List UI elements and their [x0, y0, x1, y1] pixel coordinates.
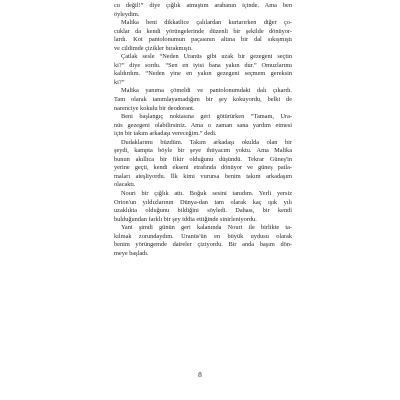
text-line: narenciye kokulu bir deodorant. [114, 104, 195, 112]
text-line: olacaktı. [114, 181, 136, 189]
text-line: bulduğundan farklı bir şey iddia ettiğinde sinirleniyordu. [114, 215, 257, 223]
text-line: Malika beni dikkatlice çalılardan kurtarırken diğer ço- [121, 19, 292, 27]
text-line: bunun akıllıca bir fikir olduğunu düşündü. Tekrar Güneş'in [114, 155, 292, 163]
text-line: benim yörüngemde daireler çiziyordu. Bir anda başım dön- [114, 241, 292, 249]
text-line: için bir takım arkadaşı vereceğim.” dedi. [114, 130, 217, 138]
text-line: yerine geçti, kendi ekseni etrafında dönüyor ve güneş patla- [114, 164, 292, 172]
page-number: 8 [198, 370, 202, 379]
text-line: Dudaklarımı büzdüm. Takım arkadaşı okulda olan bir [121, 138, 292, 146]
text-line: Beni başlangıç noktasına geri götürürken “Tamam, Ura- [121, 113, 292, 121]
text-line: cuklar da kendi yörüngelerinde düzenli bir şekilde dönüyor- [114, 27, 292, 35]
text-line: Nouri bir çığlık attı. Boğuk sesini tanıdım. Yerli yersiz [121, 190, 292, 198]
text-line: Tam olarak tanımlayamadığım bir şey kokuyordu, belki de [114, 96, 292, 104]
text-line: şeydi, kampta böyle bir şeye ihtiyacım yoktu. Ama Malika [114, 147, 292, 155]
text-line: ki?” [114, 78, 125, 86]
text-line: Malika yanıma çömeldi ve pantolonumdaki dalı çıkardı. [121, 87, 292, 95]
text-line: kılmak zorundaydım. Uranüs'ün en büyük uydusu olarak [114, 232, 292, 240]
text-line: uzaklıkta olduğunu bildiğini söyledi. Dahası, bir kendi [114, 207, 292, 215]
text-line: meye başladı. [114, 249, 149, 257]
text-line: Çatlak sesle “Neden Uranüs gibi uzak bir gezegeni seçtin [121, 53, 292, 61]
body-text [114, 2, 292, 258]
text-line: Yani şimdi günün geri kalanında Nouri ile birlikte ta- [121, 224, 292, 232]
text-line: kaldırdım. “Neden yine en yakın gezegeni seçmem gereksin [114, 70, 292, 78]
text-line: maları ateşliyordu. İlk kimi vurursa benim takım arkadaşım [114, 172, 292, 180]
text-line: ve cildimde çizikler bırakmıştı. [114, 44, 193, 52]
text-line: cu değil!” diye çığlık atmıştım arabanın içinde. Ama ben [114, 2, 292, 9]
text-line: öyleydim. [114, 10, 140, 18]
text-line: ki?” diye sordu. “Sen en iyisi bana yakın dur.” Omuzlarımı [114, 61, 292, 69]
text-line: Orion'un yıldızlarının Dünya-dan tam olarak kaç ışık yılı [114, 198, 292, 206]
text-line: lardı. Kot pantolonumun paçasının altına bir dal sıkışmıştı [114, 36, 292, 44]
text-line: nüs gezegeni olabilirsiniz. Ama o zaman sana yardım etmesi [114, 121, 292, 129]
